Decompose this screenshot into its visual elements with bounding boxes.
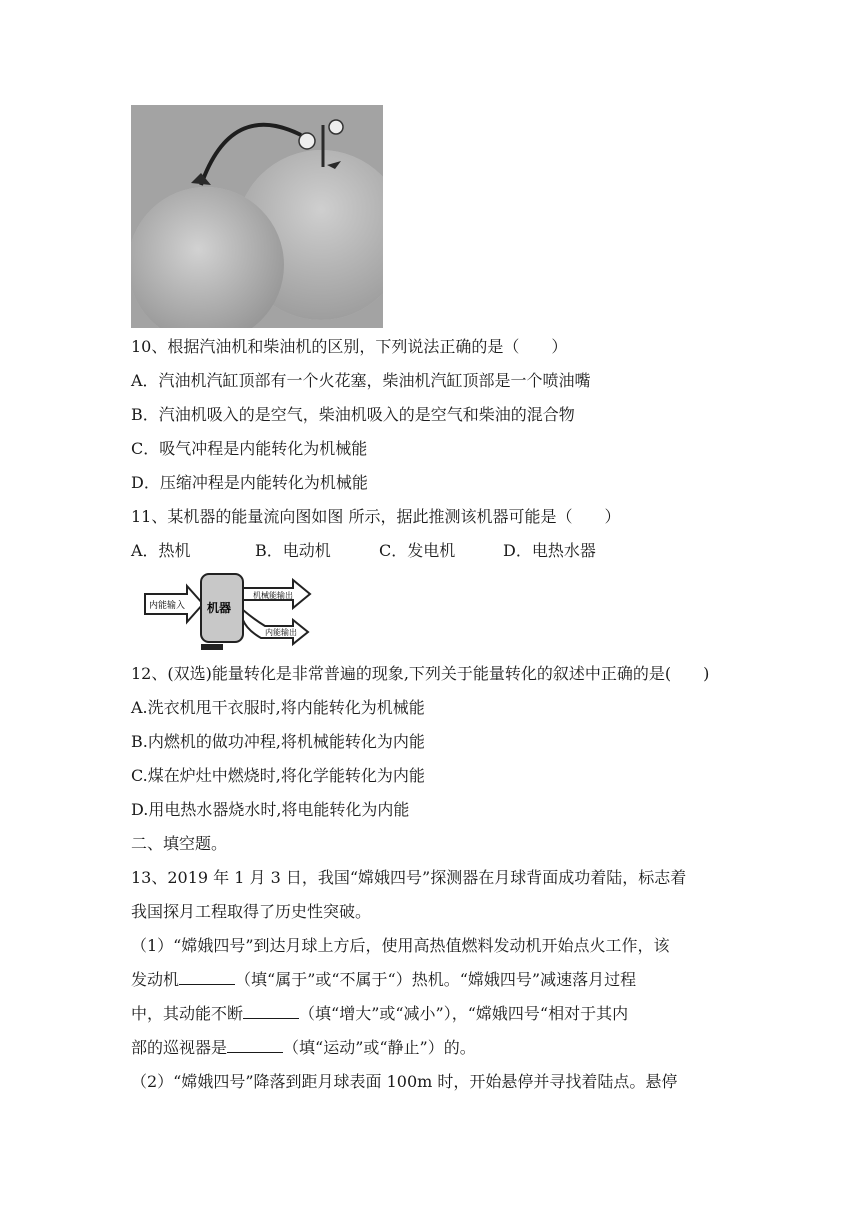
q10-stem: 10、根据汽油机和柴油机的区别，下列说法正确的是（ ） [131, 337, 568, 356]
answer-blank-3[interactable] [227, 1038, 283, 1053]
figure-caption-fragment [201, 644, 223, 650]
q13-p1-text: 中，其动能不断 [131, 1004, 244, 1023]
q10-option-c: C．吸气冲程是内能转化为机械能 [131, 439, 368, 458]
q13-p1-text: （填“增大”或“减小”），“嫦娥四号“相对于其内 [299, 1004, 629, 1023]
q13-p1-text: 发动机 [131, 970, 180, 989]
q12-option-a: A.洗衣机甩干衣服时,将内能转化为机械能 [131, 698, 425, 717]
q13-p1-line1: （1）“嫦娥四号”到达月球上方后，使用高热值燃料发动机开始点火工作，该 [131, 936, 670, 955]
q13-line2: 我国探月工程取得了历史性突破。 [131, 902, 372, 921]
q11-option-d: D．电热水器 [503, 541, 596, 560]
apparatus-photo [131, 105, 383, 328]
mechanical-output-label: 机械能输出 [253, 591, 293, 600]
q12-option-c: C.煤在炉灶中燃烧时,将化学能转化为内能 [131, 766, 425, 785]
energy-flow-diagram [143, 570, 318, 650]
q10-option-b: B．汽油机吸入的是空气，柴油机吸入的是空气和柴油的混合物 [131, 405, 575, 424]
input-label: 内能输入 [149, 601, 186, 611]
section-title: 二、填空题。 [131, 834, 228, 853]
q10-option-a: A．汽油机汽缸顶部有一个火花塞，柴油机汽缸顶部是一个喷油嘴 [131, 371, 591, 390]
q11-option-c: C．发电机 [379, 541, 456, 560]
q13-p1-text: （填“运动”或“静止”）的。 [283, 1038, 476, 1057]
q13-p1-text: （填“属于”或“不属于“）热机。“嫦娥四号”减速落月过程 [235, 970, 637, 989]
q11-options [131, 541, 596, 561]
q13-line1: 13、2019 年 1 月 3 日，我国“嫦娥四号”探测器在月球背面成功着陆，标志着 [131, 868, 687, 887]
answer-blank-2[interactable] [243, 1004, 299, 1019]
q13-p2-line1: （2）“嫦娥四号”降落到距月球表面 100m 时，开始悬停并寻找着陆点。悬停 [131, 1072, 678, 1091]
q11-option-a: A．热机 [131, 541, 191, 560]
q12-option-d: D.用电热水器烧水时,将电能转化为内能 [131, 800, 410, 819]
q13-p1-line4 [131, 1038, 476, 1058]
q12-stem: 12、(双选)能量转化是非常普遍的现象,下列关于能量转化的叙述中正确的是( ) [131, 664, 710, 683]
q13-p1-text: 部的巡视器是 [131, 1038, 228, 1057]
apparatus-illustration [131, 105, 383, 328]
q10-option-d: D．压缩冲程是内能转化为机械能 [131, 473, 368, 492]
heat-output-arrow [243, 610, 308, 644]
q12-option-b: B.内燃机的做功冲程,将机械能转化为内能 [131, 732, 425, 751]
q13-p1-line2 [131, 970, 636, 990]
machine-label: 机器 [207, 601, 232, 615]
answer-blank-1[interactable] [179, 970, 235, 985]
q11-option-b: B．电动机 [255, 541, 331, 560]
q11-stem: 11、某机器的能量流向图如图 所示，据此推测该机器可能是（ ） [131, 507, 621, 526]
q13-p1-line3 [131, 1004, 628, 1024]
heat-output-label: 内能输出 [265, 628, 297, 637]
